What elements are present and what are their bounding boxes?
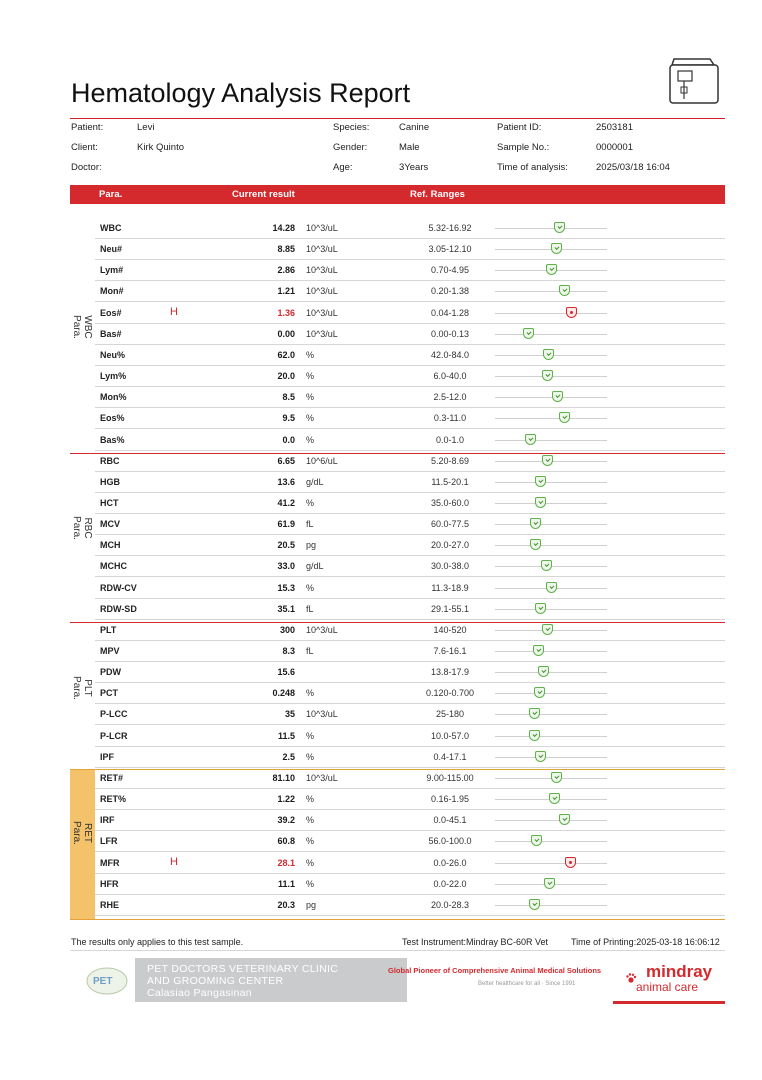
parameter-name: Lym% [100, 371, 127, 382]
reference-range: 30.0-38.0 [430, 561, 470, 572]
age-label: Age: [333, 162, 353, 173]
parameter-name: HGB [100, 476, 120, 487]
species-value: Canine [399, 122, 430, 133]
current-result-value: 15.3 [277, 582, 295, 593]
normal-range-marker-icon [535, 751, 546, 762]
parameter-name: Eos# [100, 307, 122, 318]
current-result-value: 33.0 [277, 561, 295, 572]
current-result-value: 8.85 [277, 244, 295, 255]
brand-subslogan: Better healthcare for all · Since 1991 [478, 981, 576, 987]
species-label: Species: [333, 122, 370, 133]
unit: % [306, 836, 315, 847]
unit: 10^3/uL [306, 223, 338, 233]
unit: % [306, 878, 315, 889]
unit: 10^3/uL [306, 328, 338, 339]
range-track [495, 905, 607, 906]
unit: g/dL [306, 476, 324, 487]
header-ref-ranges: Ref. Ranges [410, 189, 465, 200]
current-result-value: 28.1 [277, 857, 295, 868]
page-title: Hematology Analysis Report [71, 78, 411, 108]
reference-range: 11.5-20.1 [431, 476, 469, 487]
reference-range: 140-520 [433, 624, 467, 635]
unit: 10^3/uL [306, 265, 338, 276]
normal-range-marker-icon [525, 434, 536, 445]
table-row [70, 281, 725, 302]
clinic-location: Calasiao Pangasinan [147, 987, 252, 999]
normal-range-marker-icon [530, 518, 541, 529]
table-row [70, 366, 725, 387]
table-row [70, 239, 725, 260]
footer-instrument: Test Instrument:Mindray BC-60R Vet [402, 937, 549, 947]
table-row [70, 831, 725, 852]
reference-range: 42.0-84.0 [430, 349, 470, 360]
table-row [70, 810, 725, 831]
normal-range-marker-icon [530, 539, 541, 550]
current-result-value: 15.6 [277, 667, 295, 678]
unit: % [306, 349, 315, 360]
normal-range-marker-icon [544, 878, 555, 889]
table-row [70, 726, 725, 747]
reference-range: 13.8-17.9 [430, 667, 470, 678]
gender-value: Male [399, 142, 420, 153]
row-divider [95, 915, 725, 916]
range-track [495, 820, 607, 821]
reference-range: 9.00-115.00 [426, 772, 474, 783]
group-label-ret: RET Para. [71, 821, 93, 845]
parameter-name: PLT [100, 624, 117, 635]
sample-no-value: 0000001 [596, 142, 633, 153]
unit: 10^3/uL [306, 709, 338, 720]
current-result-value: 20.3 [277, 899, 295, 910]
footer-note: The results only applies to this test sample. [71, 937, 244, 947]
sample-no-label: Sample No.: [497, 142, 550, 153]
reference-range: 6.0-40.0 [433, 371, 467, 382]
current-result-value: 35 [284, 709, 295, 720]
reference-range: 20.0-27.0 [430, 540, 470, 551]
parameter-name: Mon# [100, 286, 124, 297]
unit: % [306, 371, 315, 382]
group-label-plt: PLT Para. [71, 676, 93, 700]
parameter-name: RDW-CV [100, 582, 137, 593]
flag-indicator: H [170, 305, 178, 318]
unit: % [306, 730, 315, 741]
patient-value: Levi [137, 122, 155, 133]
unit: 10^3/uL [306, 244, 338, 255]
unit: % [306, 751, 315, 762]
client-label: Client: [71, 142, 98, 153]
table-row [70, 430, 725, 451]
unit: pg [306, 899, 317, 910]
clinic-banner [135, 958, 407, 1002]
parameter-name: MPV [100, 646, 120, 656]
unit: fL [306, 603, 314, 614]
normal-range-marker-icon [535, 497, 546, 508]
reference-range: 0.20-1.38 [430, 286, 470, 297]
unit: % [306, 413, 315, 424]
range-track [495, 291, 607, 292]
normal-range-marker-icon [559, 412, 570, 423]
reference-range: 35.0-60.0 [430, 497, 470, 508]
table-row [70, 768, 725, 789]
pet-clinic-logo [85, 963, 130, 997]
reference-range: 0.0-22.0 [433, 878, 467, 889]
parameter-name: RET# [100, 772, 124, 783]
current-result-value: 13.6 [277, 476, 295, 487]
reference-range: 60.0-77.5 [430, 519, 470, 530]
group-label-rbc: RBC Para. [71, 516, 93, 540]
range-track [495, 672, 607, 673]
parameter-name: RBC [100, 455, 120, 466]
parameter-name: LFR [100, 836, 118, 847]
current-result-value: 0.0 [282, 434, 295, 445]
unit: % [306, 582, 315, 593]
normal-range-marker-icon [543, 349, 554, 360]
unit: fL [306, 519, 314, 530]
current-result-value: 8.3 [282, 646, 295, 656]
reference-range: 10.0-57.0 [430, 730, 470, 741]
unit: % [306, 434, 315, 445]
reference-range: 7.6-16.1 [433, 646, 467, 656]
current-result-value: 11.5 [277, 730, 295, 741]
pet-logo-text: PET [93, 976, 113, 987]
unit: g/dL [306, 561, 324, 572]
range-track [495, 841, 607, 842]
unit: fL [306, 646, 314, 656]
normal-range-marker-icon [542, 624, 553, 635]
normal-range-marker-icon [529, 730, 540, 741]
normal-range-marker-icon [559, 285, 570, 296]
range-track [495, 714, 607, 715]
normal-range-marker-icon [549, 793, 560, 804]
unit: 10^3/uL [306, 772, 338, 783]
patient-id-value: 2503181 [596, 122, 633, 133]
parameter-name: Neu% [100, 349, 126, 360]
normal-range-marker-icon [533, 645, 544, 656]
normal-range-marker-icon [534, 687, 545, 698]
parameter-name: PCT [100, 688, 118, 699]
time-of-analysis-label: Time of analysis: [497, 162, 568, 173]
current-result-value: 0.00 [277, 328, 295, 339]
rbc-section-rule [70, 453, 725, 454]
reference-range: 0.4-17.1 [433, 751, 467, 762]
ret-section-rule-top [70, 769, 725, 770]
analyzer-device-icon [664, 55, 722, 105]
table-row [70, 408, 725, 429]
current-result-value: 39.2 [277, 815, 295, 826]
brand-slogan: Global Pioneer of Comprehensive Animal Medical Solutions [388, 966, 602, 975]
parameter-name: Eos% [100, 413, 125, 424]
range-track [495, 736, 607, 737]
header-para: Para. [99, 189, 123, 200]
high-range-marker-icon [566, 307, 577, 318]
current-result-value: 2.5 [282, 751, 295, 762]
current-result-value: 14.28 [272, 223, 295, 233]
table-row [70, 599, 725, 620]
range-track [495, 418, 607, 419]
brand-sub: animal care [636, 980, 699, 994]
header-rule [70, 118, 725, 119]
table-row [70, 683, 725, 704]
parameter-name: MCHC [100, 561, 127, 572]
table-row [70, 789, 725, 810]
reference-range: 11.3-18.9 [431, 582, 469, 593]
range-track [495, 440, 607, 441]
range-track [495, 693, 607, 694]
clinic-name-line1: PET DOCTORS VETERINARY CLINIC [147, 963, 339, 975]
group-label-wbc: WBC Para. [71, 315, 93, 339]
range-track [495, 524, 607, 525]
parameter-name: RDW-SD [100, 603, 137, 614]
footer-printing-time: Time of Printing:2025-03-18 16:06:12 [571, 937, 720, 947]
ret-section-rule-bottom [70, 919, 725, 920]
brand-name: mindray [646, 962, 713, 981]
reference-range: 0.0-45.1 [433, 815, 467, 826]
range-track [495, 313, 607, 314]
parameter-name: RHE [100, 899, 120, 910]
range-track [495, 482, 607, 483]
time-of-analysis-value: 2025/03/18 16:04 [596, 162, 670, 173]
unit: % [306, 688, 315, 699]
reference-range: 0.0-1.0 [435, 434, 465, 445]
normal-range-marker-icon [523, 328, 534, 339]
gender-label: Gender: [333, 142, 368, 153]
current-result-value: 35.1 [277, 603, 295, 614]
current-result-value: 1.21 [277, 286, 295, 297]
normal-range-marker-icon [546, 582, 557, 593]
reference-range: 2.5-12.0 [433, 392, 467, 403]
table-row [70, 345, 725, 366]
unit: % [306, 857, 315, 868]
current-result-value: 6.65 [277, 455, 295, 466]
range-track [495, 609, 607, 610]
parameter-name: Neu# [100, 244, 123, 255]
reference-range: 0.04-1.28 [430, 307, 470, 318]
reference-range: 5.20-8.69 [430, 455, 470, 466]
normal-range-marker-icon [538, 666, 549, 677]
normal-range-marker-icon [535, 603, 546, 614]
table-row [70, 895, 725, 916]
reference-range: 0.16-1.95 [430, 794, 470, 805]
parameter-name: Lym# [100, 265, 124, 276]
table-row [70, 514, 725, 535]
flag-indicator: H [170, 855, 178, 868]
current-result-value: 11.1 [277, 878, 295, 889]
table-row [70, 704, 725, 725]
table-row [70, 260, 725, 281]
current-result-value: 62.0 [277, 349, 295, 360]
parameter-name: WBC [100, 223, 122, 233]
table-row [70, 578, 725, 599]
normal-range-marker-icon [554, 222, 565, 233]
patient-label: Patient: [71, 122, 104, 133]
doctor-label: Doctor: [71, 162, 102, 173]
parameter-name: MCH [100, 540, 121, 551]
current-result-value: 60.8 [277, 836, 295, 847]
range-track [495, 503, 607, 504]
table-row [70, 853, 725, 874]
clinic-name-line2: AND GROOMING CENTER [147, 975, 284, 987]
current-result-value: 1.36 [277, 307, 295, 318]
normal-range-marker-icon [559, 814, 570, 825]
unit: % [306, 794, 315, 805]
table-header [70, 185, 725, 204]
current-result-value: 61.9 [277, 519, 295, 530]
reference-range: 29.1-55.1 [430, 603, 470, 614]
parameter-name: HCT [100, 497, 119, 508]
range-track [495, 545, 607, 546]
parameter-name: Mon% [100, 392, 127, 403]
normal-range-marker-icon [531, 835, 542, 846]
reference-range: 0.0-26.0 [433, 857, 467, 868]
unit: % [306, 392, 315, 403]
plt-section-rule [70, 622, 725, 623]
parameter-name: IPF [100, 751, 115, 762]
current-result-value: 81.10 [272, 772, 295, 783]
current-result-value: 20.5 [277, 540, 295, 551]
reference-range: 0.00-0.13 [430, 328, 470, 339]
normal-range-marker-icon [546, 264, 557, 275]
reference-range: 0.120-0.700 [425, 688, 475, 699]
unit: 10^3/uL [306, 307, 338, 318]
normal-range-marker-icon [551, 243, 562, 254]
normal-range-marker-icon [541, 560, 552, 571]
table-row [70, 303, 725, 324]
parameter-name: P-LCR [100, 730, 128, 741]
reference-range: 5.32-16.92 [428, 223, 472, 233]
reference-range: 0.3-11.0 [433, 413, 467, 424]
normal-range-marker-icon [552, 391, 563, 402]
unit: 10^3/uL [306, 624, 338, 635]
current-result-value: 300 [279, 624, 295, 635]
table-row [70, 472, 725, 493]
unit: 10^6/uL [306, 455, 338, 466]
current-result-value: 20.0 [277, 371, 295, 382]
parameter-name: Bas# [100, 328, 122, 339]
parameter-name: RET% [100, 794, 127, 805]
parameter-name: Bas% [100, 434, 125, 445]
unit: 10^3/uL [306, 286, 338, 297]
current-result-value: 1.22 [277, 794, 295, 805]
parameter-name: HFR [100, 878, 119, 889]
normal-range-marker-icon [551, 772, 562, 783]
reference-range: 3.05-12.10 [428, 244, 472, 255]
range-track [495, 334, 607, 335]
range-track [495, 651, 607, 652]
table-row [70, 662, 725, 683]
range-track [495, 757, 607, 758]
brand-rule [613, 1001, 725, 1004]
current-result-value: 0.248 [272, 688, 295, 699]
normal-range-marker-icon [542, 370, 553, 381]
table-row [70, 874, 725, 895]
table-row [70, 747, 725, 768]
reference-range: 56.0-100.0 [428, 836, 472, 847]
parameter-name: PDW [100, 667, 121, 678]
unit: % [306, 497, 315, 508]
table-row [70, 641, 725, 662]
range-track [495, 863, 607, 864]
client-value: Kirk Quinto [137, 142, 184, 153]
normal-range-marker-icon [535, 476, 546, 487]
table-row [70, 556, 725, 577]
current-result-value: 9.5 [282, 413, 295, 424]
current-result-value: 2.86 [277, 265, 295, 276]
high-range-marker-icon [565, 857, 576, 868]
reference-range: 20.0-28.3 [430, 899, 470, 910]
table-row [70, 535, 725, 556]
table-row [70, 493, 725, 514]
footer-rule [70, 950, 725, 951]
normal-range-marker-icon [529, 899, 540, 910]
table-row [70, 387, 725, 408]
reference-range: 0.70-4.95 [430, 265, 470, 276]
normal-range-marker-icon [542, 455, 553, 466]
header-current-result: Current result [232, 189, 295, 200]
parameter-name: MFR [100, 857, 120, 868]
normal-range-marker-icon [529, 708, 540, 719]
range-track [495, 228, 607, 229]
patient-id-label: Patient ID: [497, 122, 542, 133]
current-result-value: 8.5 [282, 392, 295, 403]
reference-range: 25-180 [435, 709, 465, 720]
parameter-name: P-LCC [100, 709, 128, 720]
table-row [70, 218, 725, 239]
current-result-value: 41.2 [277, 497, 295, 508]
range-track [495, 397, 607, 398]
parameter-name: MCV [100, 519, 120, 530]
table-row [70, 324, 725, 345]
unit: % [306, 815, 315, 826]
age-value: 3Years [399, 162, 429, 173]
parameter-name: IRF [100, 815, 115, 826]
unit: pg [306, 540, 317, 551]
